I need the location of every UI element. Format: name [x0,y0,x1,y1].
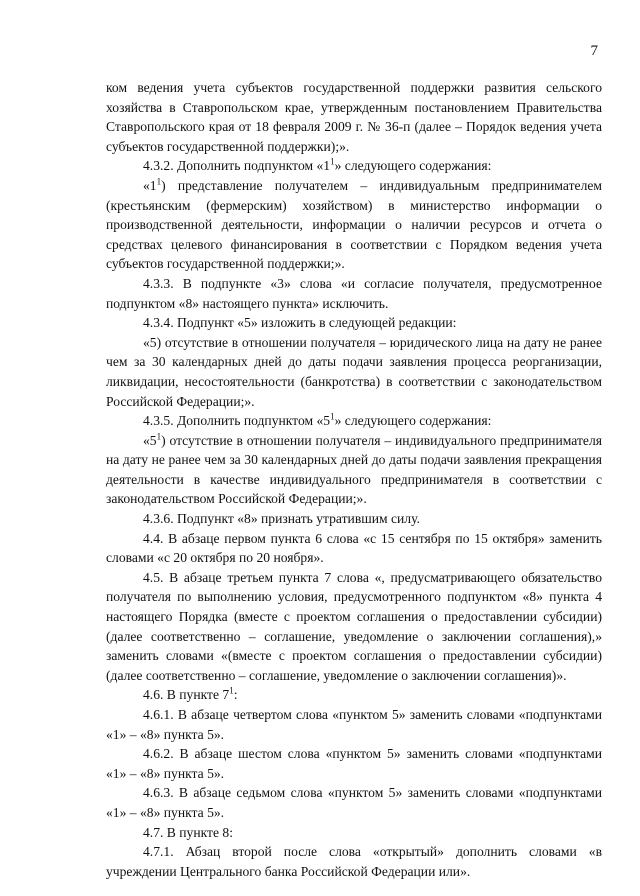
paragraph: «$5^1$) отсутствие в отношении получателя – индивидуального предпринимателя на дату не ранее чем за 30 календарных дней до даты подачи заявления прекращения деятельности в качестве индивидуального предпринимателя в соответствии с законодательством Российской Федерации;». [106,431,602,507]
paragraph: «$1^1$) представление получателем – индивидуальным предпринимателем (крестьянским (фермерским) хозяйством) в министерство информации о производственной деятельности, информации о наличии ресурсов и отчета о средствах целевого финансирования в соответствии с Порядком ведения учета субъектов государственной поддержки;». [106,176,602,272]
paragraph: «5) отсутствие в отношении получателя – юридического лица на дату не ранее чем за 30 календарных дней до даты подачи заявления процесса реорганизации, ликвидации, несостоятельности (банкротства) в соответствии с законодательством Российской Федерации;». [106,334,602,409]
superscript: 1 [229,685,234,696]
paragraph: 4.7. В пункте 8: [143,824,233,840]
superscript: 1 [330,411,335,422]
superscript: 1 [156,431,162,442]
body-text [106,78,602,881]
paragraph: ком ведения учета субъектов государственной поддержки развития сельского хозяйства в Ставропольском крае, утвержденным постановлением Правительства Ставропольского края от 18 февраля 2009 г. № 36-п (далее – Порядок ведения учета субъектов государственной поддержки);». [106,80,602,154]
superscript: 1 [156,176,162,187]
paragraph: 4.6.1. В абзаце четвертом слова «пунктом 5» заменить словами «подпунктами «1» – «8» пункта 5». [106,707,602,742]
page-number: 7 [590,43,598,59]
paragraph: 4.3.5. Дополнить подпунктом «$5^1$» следующего содержания: [143,411,492,429]
paragraph: 4.6. В пункте $7^1$: [143,685,238,703]
paragraph: 4.3.6. Подпункт «8» признать утратившим силу. [143,511,420,527]
superscript: 1 [330,156,335,167]
paragraph: 4.6.3. В абзаце седьмом слова «пунктом 5» заменить словами «подпунктами «1» – «8» пункта 5». [106,785,602,820]
paragraph: 4.4. В абзаце первом пункта 6 слова «с 15 сентября по 15 октября» заменить словами «с 20 октября по 20 ноября». [106,530,602,566]
paragraph: 4.3.3. В подпункте «3» слова «и согласие получателя, предусмотренное подпунктом «8» настоящего пункта» исключить. [106,275,602,311]
paragraph: 4.7.1. Абзац второй после слова «открытый» дополнить словами «в учреждении Центрального банка Российской Федерации или». [106,844,602,879]
paragraph: 4.3.4. Подпункт «5» изложить в следующей редакции: [143,315,457,331]
paragraph: 4.3.2. Дополнить подпунктом «$1^1$» следующего содержания: [143,156,492,174]
paragraph: 4.6.2. В абзаце шестом слова «пунктом 5» заменить словами «подпунктами «1» – «8» пункта 5». [106,746,602,781]
paragraph: 4.5. В абзаце третьем пункта 7 слова «, предусматривающего обязательство получателя по выполнению условия, предусмотренного подпунктом «8» пункта 4 настоящего Порядка (вместе с проектом соглашения о предоставлении субсидии) (далее соответственно – соглашение, уведомление о заключении соглашения),» заменить словами «(вместе с проектом соглашения о предоставлении субсидии) (далее соответственно – соглашение, уведомление о заключении соглашения)». [106,569,602,683]
